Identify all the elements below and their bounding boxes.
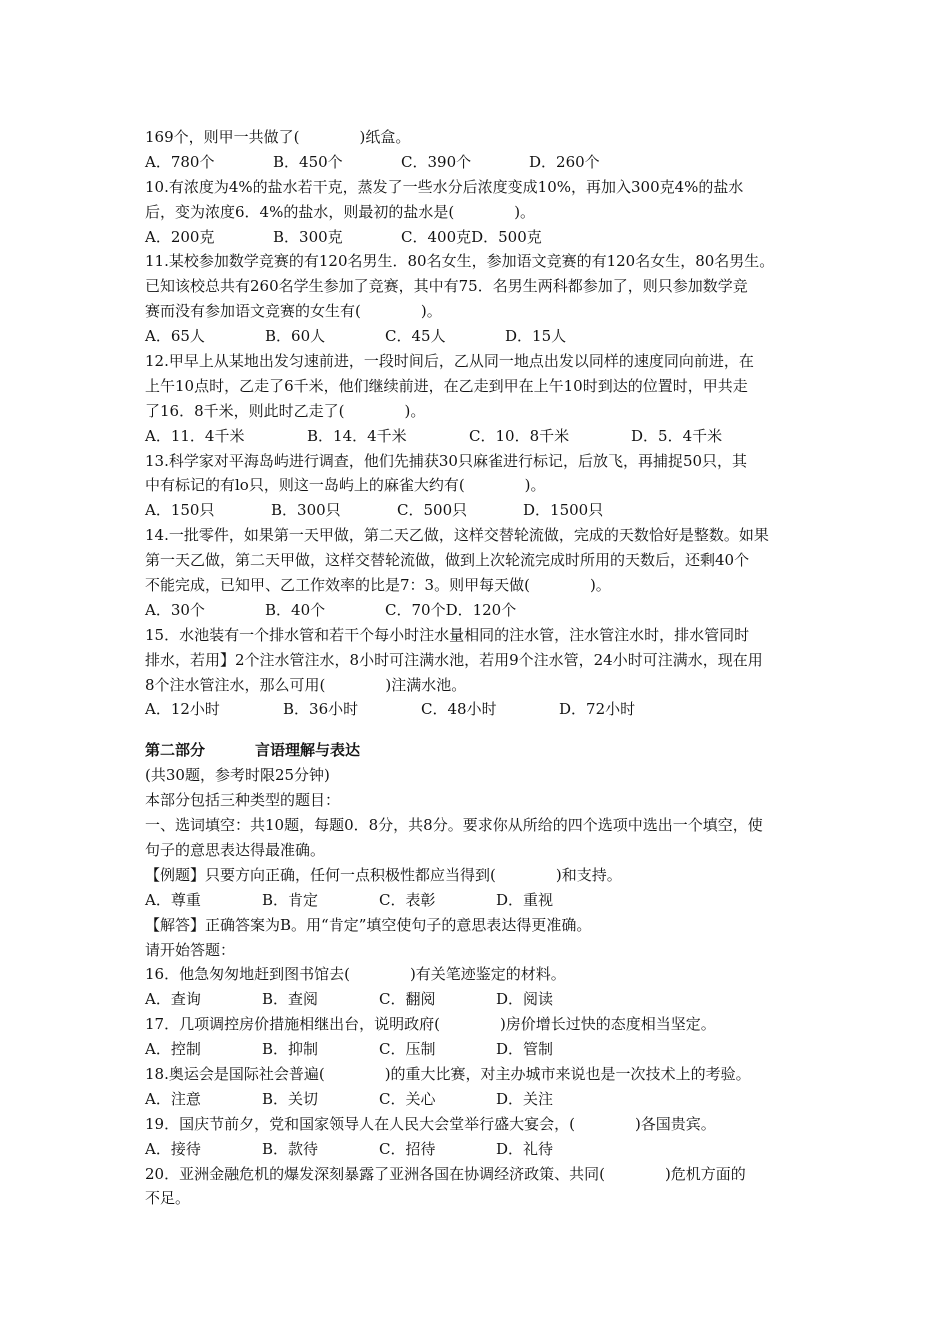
q14-options — [145, 598, 817, 623]
q10-options — [145, 225, 817, 250]
option-c: C．500只 — [397, 501, 468, 520]
type1-instruction: 句子的意思表达得最准确。 — [145, 840, 326, 859]
option-a: A．12小时 — [145, 700, 220, 719]
option-c: C．48小时 — [421, 700, 497, 719]
option-d: D．5．4千米 — [631, 426, 723, 445]
start-prompt: 请开始答题： — [145, 940, 236, 959]
option-b: B．450个 — [273, 152, 343, 171]
option-a: A．150只 — [145, 501, 215, 520]
example-question: 【例题】只要方向正确，任何一点积极性都应当得到( )和支持。 — [145, 865, 622, 884]
q17-options — [145, 1037, 817, 1062]
q15-options — [145, 697, 817, 722]
q13-text: 13.科学家对平海岛屿进行调查，他们先捕获30只麻雀进行标记，后放飞，再捕捉50只，其 — [145, 451, 748, 470]
option-d: D．重视 — [496, 890, 554, 909]
option-b: B．抑制 — [262, 1040, 319, 1059]
q11-options — [145, 324, 817, 349]
q19-options — [145, 1137, 817, 1162]
option-b: B．300只 — [271, 501, 341, 520]
option-d: D．管制 — [496, 1040, 554, 1059]
q16-options — [145, 987, 817, 1012]
q18-options — [145, 1087, 817, 1112]
q12-options — [145, 424, 817, 449]
q10-text: 后，变为浓度6．4%的盐水，则最初的盐水是( )。 — [145, 202, 536, 221]
option-c-d: C．70个D．120个 — [385, 600, 517, 619]
option-b: B．300克 — [273, 227, 343, 246]
option-c: C．10．8千米 — [469, 426, 570, 445]
q20-text: 20．亚洲金融危机的爆发深刻暴露了亚洲各国在协调经济政策、共同( )危机方面的 — [145, 1164, 746, 1183]
option-a: A．780个 — [145, 152, 215, 171]
option-a: A．接待 — [145, 1139, 201, 1158]
q13-text: 中有标记的有lo只，则这一岛屿上的麻雀大约有( )。 — [145, 476, 546, 495]
q12-text: 了16．8千米，则此时乙走了( )。 — [145, 401, 426, 420]
q18-text: 18.奥运会是国际社会普遍( )的重大比赛，对主办城市来说也是一次技术上的考验。 — [145, 1064, 751, 1083]
option-c: C．390个 — [401, 152, 472, 171]
q10-text: 10.有浓度为4%的盐水若干克，蒸发了一些水分后浓度变成10%，再加入300克4%的盐水 — [145, 177, 744, 196]
section-name: 言语理解与表达 — [255, 741, 361, 760]
option-d: D．15人 — [505, 327, 567, 346]
q19-text: 19．国庆节前夕，党和国家领导人在人民大会堂举行盛大宴会，( )各国贵宾。 — [145, 1114, 716, 1133]
q14-text: 不能完成，已知甲、乙工作效率的比是7：3。则甲每天做( )。 — [145, 576, 611, 595]
q15-text: 8个注水管注水，那么可用( )注满水池。 — [145, 675, 467, 694]
option-b: B．查阅 — [262, 990, 319, 1009]
option-d: D．1500只 — [523, 501, 604, 520]
option-d: D．阅读 — [496, 990, 554, 1009]
section-number: 第二部分 — [145, 741, 206, 760]
q15-text: 15．水池装有一个排水管和若干个每小时注水量相同的注水管，注水管注水时，排水管同时 — [145, 625, 750, 644]
q17-text: 17．几项调控房价措施相继出台，说明政府( )房价增长过快的态度相当坚定。 — [145, 1015, 716, 1034]
q12-text: 12.甲早上从某地出发匀速前进，一段时间后，乙从同一地点出发以同样的速度同向前进，在 — [145, 352, 754, 371]
option-b: B．关切 — [262, 1089, 319, 1108]
q20-text: 不足。 — [145, 1189, 191, 1208]
q12-text: 上午10点时，乙走了6千米，他们继续前进，在乙走到甲在上午10时到达的位置时，甲共走 — [145, 376, 748, 395]
q9-text: 169个，则甲一共做了( )纸盒。 — [145, 128, 411, 146]
q13-options — [145, 498, 817, 523]
option-b: B．款待 — [262, 1139, 319, 1158]
q16-text: 16．他急匆匆地赶到图书馆去( )有关笔迹鉴定的材料。 — [145, 965, 566, 984]
q14-text: 第一天乙做，第二天甲做，这样交替轮流做，做到上次轮流完成时所用的天数后，还剩40个 — [145, 551, 750, 570]
option-c: C．翻阅 — [379, 990, 436, 1009]
option-a: A．200克 — [145, 227, 215, 246]
option-a: A．30个 — [145, 600, 205, 619]
section-time: (共30题，参考时限25分钟) — [145, 766, 330, 785]
q14-text: 14.一批零件，如果第一天甲做，第二天乙做，这样交替轮流做，完成的天数恰好是整数。如果 — [145, 526, 769, 545]
option-a: A．注意 — [145, 1089, 201, 1108]
q11-text: 赛而没有参加语文竞赛的女生有( )。 — [145, 302, 442, 321]
option-c: C．招待 — [379, 1139, 436, 1158]
example-answer: 【解答】正确答案为B。用“肯定”填空使句子的意思表达得更准确。 — [145, 915, 592, 934]
option-b: B．肯定 — [262, 890, 319, 909]
option-b: B．36小时 — [283, 700, 359, 719]
option-a: A．65人 — [145, 327, 205, 346]
option-b: B．40个 — [265, 600, 326, 619]
option-d: D．260个 — [529, 152, 600, 171]
option-d: D．72小时 — [559, 700, 636, 719]
option-c: C．压制 — [379, 1040, 436, 1059]
option-d: D．关注 — [496, 1089, 554, 1108]
option-a: A．11．4千米 — [145, 426, 245, 445]
option-a: A．查询 — [145, 990, 201, 1009]
q9-options — [145, 150, 817, 175]
option-c: C．45人 — [385, 327, 446, 346]
q11-text: 11.某校参加数学竞赛的有120名男生．80名女生，参加语文竞赛的有120名女生，80名男生。 — [145, 252, 775, 271]
option-c-d: C．400克D．500克 — [401, 227, 542, 246]
option-a: A．尊重 — [145, 890, 201, 909]
section-intro: 本部分包括三种类型的题目： — [145, 791, 341, 810]
q15-text: 排水，若用】2个注水管注水，8小时可注满水池，若用9个注水管，24小时可注满水，现在用 — [145, 650, 763, 669]
option-b: B．60人 — [265, 327, 326, 346]
option-c: C．表彰 — [379, 890, 436, 909]
q11-text: 已知该校总共有260名学生参加了竞赛，其中有75．名男生两科都参加了，则只参加数学竞 — [145, 277, 748, 296]
type1-instruction: 一、选词填空：共10题，每题0．8分，共8分。要求你从所给的四个选项中选出一个填空，使 — [145, 816, 763, 835]
option-a: A．控制 — [145, 1040, 201, 1059]
document-body — [145, 125, 817, 1211]
option-d: D．礼待 — [496, 1139, 554, 1158]
section-title — [145, 738, 817, 763]
option-c: C．关心 — [379, 1089, 436, 1108]
option-b: B．14．4千米 — [307, 426, 407, 445]
example-options — [145, 888, 817, 913]
